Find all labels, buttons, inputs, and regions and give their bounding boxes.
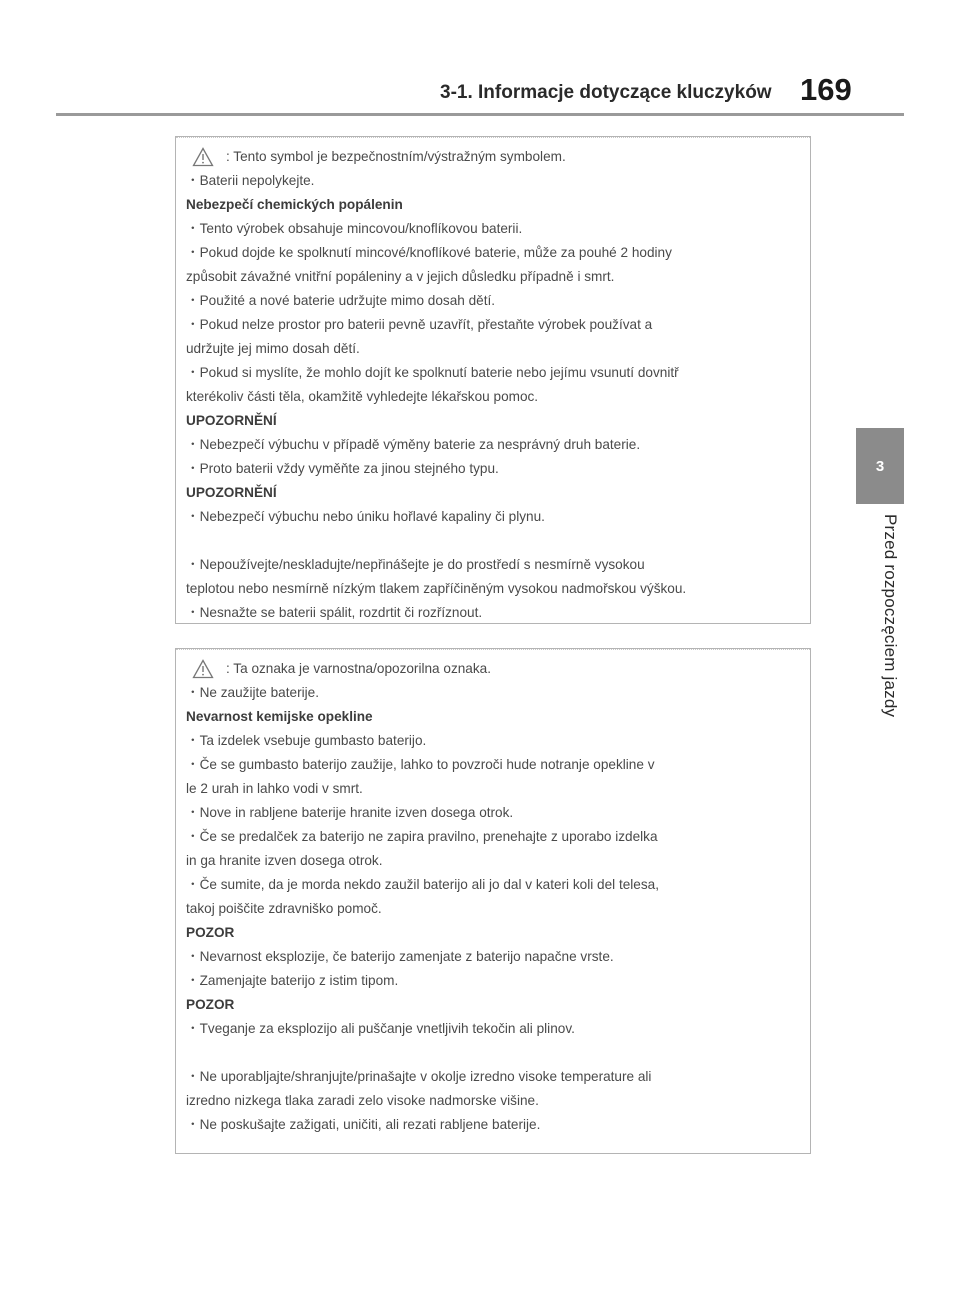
text-line: teplotou nebo nesmírně nízkým tlakem zapříčiněným vysokou nadmořskou výškou. [186, 581, 687, 596]
section-heading: Nebezpečí chemických popálenin [186, 197, 403, 212]
text-line: ・Nevarnost eksplozije, če baterijo zamenjate z baterijo napačne vrste. [186, 949, 614, 964]
section-title: 3-1. Informacje dotyczące kluczyków [440, 82, 772, 103]
section-heading: UPOZORNĚNÍ [186, 413, 277, 428]
text-line: způsobit závažné vnitřní popáleniny a v jejich důsledku případně i smrt. [186, 269, 615, 284]
text-line: udržujte jej mimo dosah dětí. [186, 341, 360, 356]
text-line: ・Nebezpečí výbuchu nebo úniku hořlavé kapaliny či plynu. [186, 509, 545, 524]
text-line: ・Zamenjajte baterijo z istim tipom. [186, 973, 399, 988]
symbol-description: : Tento symbol je bezpečnostním/výstražným symbolem. [226, 149, 566, 164]
text-line: izredno nizkega tlaka zaradi zelo visoke nadmorske višine. [186, 1093, 539, 1108]
section-heading: POZOR [186, 925, 235, 940]
text-line: ・Proto baterii vždy vyměňte za jinou stejného typu. [186, 461, 499, 476]
warning-triangle-icon [192, 659, 214, 679]
page-number: 169 [800, 72, 852, 107]
header-divider [56, 113, 904, 116]
text-line: ・Tveganje za eksplozijo ali puščanje vnetljivih tekočin ali plinov. [186, 1021, 575, 1036]
section-heading: Nevarnost kemijske opekline [186, 709, 373, 724]
warning-box-czech [175, 136, 811, 624]
symbol-line [186, 145, 802, 169]
text-line: ・Če sumite, da je morda nekdo zaužil baterijo ali jo dal v kateri koli del telesa, [186, 877, 659, 892]
text-line: ・Ta izdelek vsebuje gumbasto baterijo. [186, 733, 427, 748]
text-line: ・Baterii nepolykejte. [186, 173, 315, 188]
chapter-tab: 3 [856, 428, 904, 504]
symbol-description: : Ta oznaka je varnostna/opozorilna oznaka. [226, 661, 491, 676]
text-line: in ga hranite izven dosega otrok. [186, 853, 383, 868]
symbol-line [186, 657, 802, 681]
chapter-label: Przed rozpoczęciem jazdy [881, 514, 900, 718]
text-line: ・Použité a nové baterie udržujte mimo dosah dětí. [186, 293, 496, 308]
text-line: ・Nepoužívejte/neskladujte/nepřinášejte je do prostředí s nesmírně vysokou [186, 557, 645, 572]
section-heading: UPOZORNĚNÍ [186, 485, 277, 500]
text-line: ・Pokud nelze prostor pro baterii pevně uzavřít, přestaňte výrobek používat a [186, 317, 653, 332]
section-heading: POZOR [186, 997, 235, 1012]
text-line: ・Tento výrobek obsahuje mincovou/knoflíkovou baterii. [186, 221, 523, 236]
text-line: kterékoliv části těla, okamžitě vyhledejte lékařskou pomoc. [186, 389, 539, 404]
text-line: ・Pokud si myslíte, že mohlo dojít ke spolknutí baterie nebo jejímu vsunutí dovnitř [186, 365, 679, 380]
warning-box-slovene [175, 648, 811, 1154]
text-line: ・Ne poskušajte zažigati, uničiti, ali rezati rabljene baterije. [186, 1117, 541, 1132]
text-line: ・Nesnažte se baterii spálit, rozdrtit či rozříznout. [186, 605, 483, 620]
text-line: ・Če se predalček za baterijo ne zapira pravilno, prenehajte z uporabo izdelka [186, 829, 658, 844]
text-line: takoj poiščite zdravniško pomoč. [186, 901, 382, 916]
blank-line [186, 1041, 802, 1065]
blank-line [186, 529, 802, 553]
text-line: ・Nebezpečí výbuchu v případě výměny baterie za nesprávný druh baterie. [186, 437, 641, 452]
text-line: ・Pokud dojde ke spolknutí mincové/knoflíkové baterie, může za pouhé 2 hodiny [186, 245, 672, 260]
text-line: ・Nove in rabljene baterije hranite izven dosega otrok. [186, 805, 514, 820]
text-line: ・Če se gumbasto baterijo zaužije, lahko to povzroči hude notranje opekline v [186, 757, 655, 772]
text-line: le 2 urah in lahko vodi v smrt. [186, 781, 363, 796]
warning-triangle-icon [192, 147, 214, 167]
text-line: ・Ne zaužijte baterije. [186, 685, 319, 700]
text-line: ・Ne uporabljajte/shranjujte/prinašajte v okolje izredno visoke temperature ali [186, 1069, 652, 1084]
